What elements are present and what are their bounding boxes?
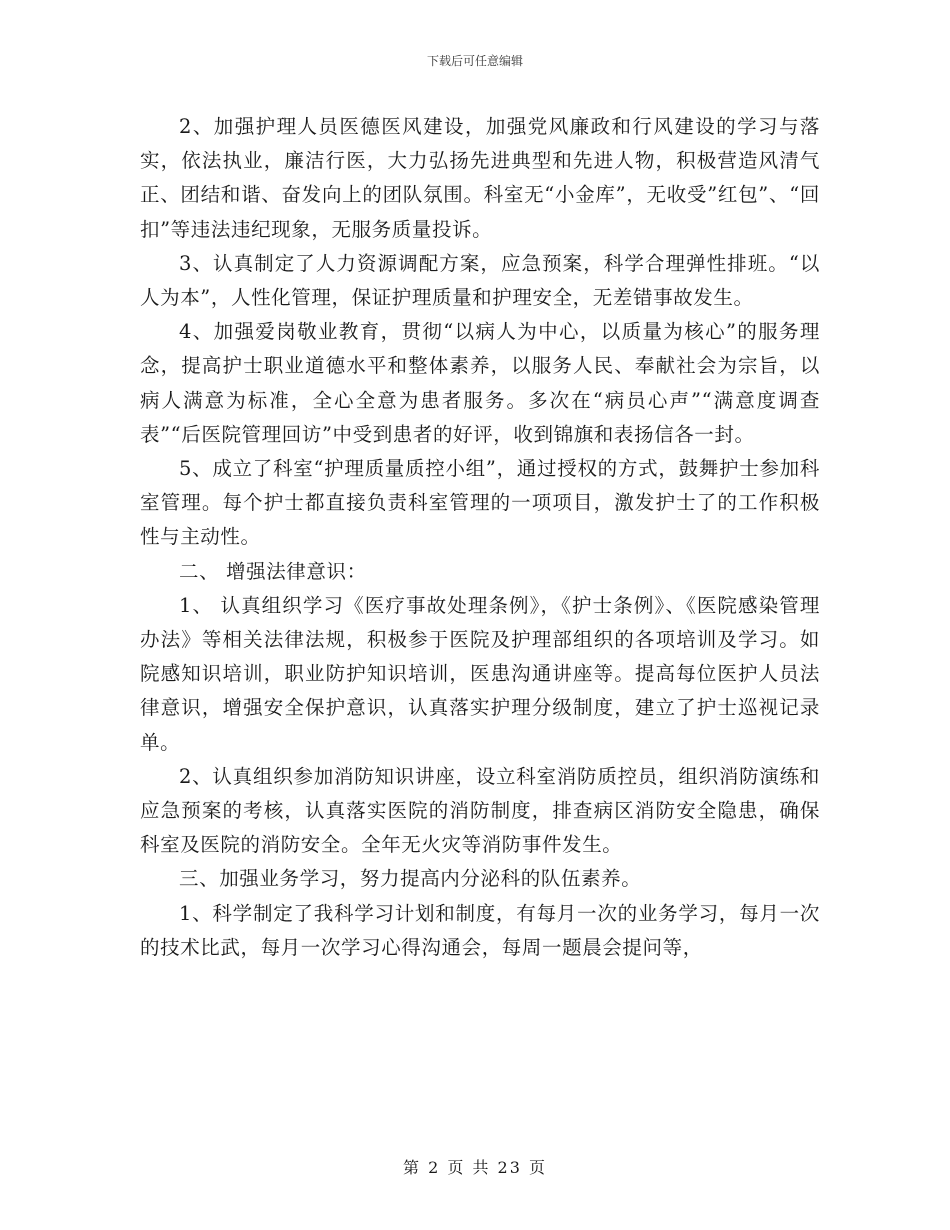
paragraph-3: 4、加强爱岗敬业教育，贯彻“以病人为中心，以质量为核心”的服务理念，提高护士职业道德水平和整体素养，以服务人民、奉献社会为宗旨，以病人满意为标准，全心全意为患者服务。多次在“病员心声”“满意度调查表”“后医院管理回访”中受到患者的好评，收到锦旗和表扬信各一封。 (140, 320, 820, 446)
section-heading-2: 二、 增强法律意识： (179, 559, 367, 583)
page-header-note: 下载后可任意编辑 (426, 54, 523, 68)
paragraph-5: 1、 认真组织学习《医疗事故处理条例》，《护士条例》、《医院感染管理办法》等相关法律法规，积极参于医院及护理部组织的各项培训及学习。如院感知识培训，职业防护知识培训，医患沟通讲座等。提高每位医护人员法律意识，增强安全保护意识，认真落实护理分级制度，建立了护士巡视记录单。 (140, 593, 820, 754)
paragraph-1: 2、加强护理人员医德医风建设，加强党风廉政和行风建设的学习与落实，依法执业，廉洁行医，大力弘扬先进典型和先进人物，积极营造风清气正、团结和谐、奋发向上的团队氛围。科室无“小金库”，无收受”红包”、“回扣”等违法违纪现象，无服务质量投诉。 (140, 115, 820, 241)
section-heading-3: 三、加强业务学习，努力提高内分泌科的队伍素养。 (179, 867, 642, 891)
paragraph-2: 3、认真制定了人力资源调配方案，应急预案，科学合理弹性排班。“以人为本”，人性化管理，保证护理质量和护理安全，无差错事故发生。 (140, 251, 820, 310)
paragraph-6: 2、认真组织参加消防知识讲座，设立科室消防质控员，组织消防演练和应急预案的考核，认真落实医院的消防制度，排查病区消防安全隐患，确保科室及医院的消防安全。全年无火灾等消防事件发生。 (140, 764, 820, 857)
paragraph-7: 1、科学制定了我科学习计划和制度，有每月一次的业务学习，每月一次的技术比武，每月一次学习心得沟通会，每周一题晨会提问等， (140, 901, 820, 959)
page-number-footer: 第 2 页 共 23 页 (403, 1158, 547, 1177)
document-body (140, 110, 820, 965)
paragraph-4: 5、成立了科室“护理质量质控小组”，通过授权的方式，鼓舞护士参加科室管理。每个护士都直接负责科室管理的一项项目，激发护士了的工作积极性与主动性。 (140, 457, 820, 549)
